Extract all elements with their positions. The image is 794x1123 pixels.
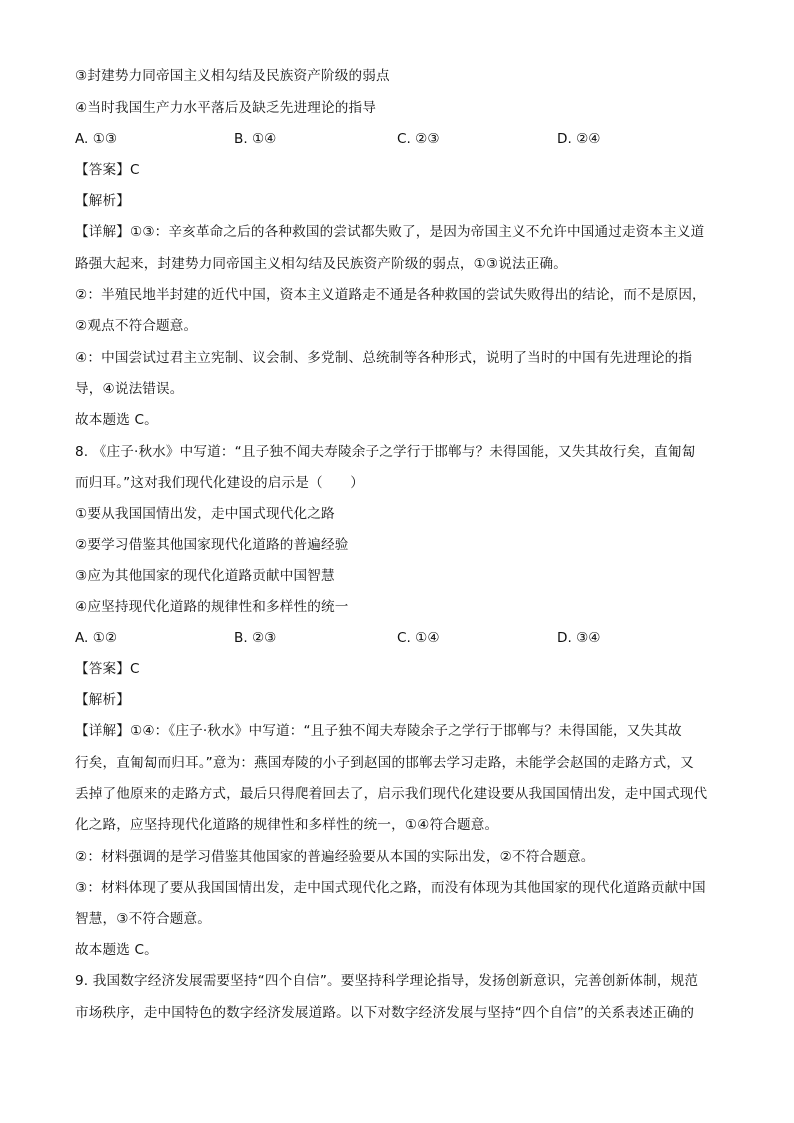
q7-detail-line-6: 导，④说法错误。 [75, 381, 184, 397]
q8-conclusion: 故本题选 C。 [75, 942, 158, 958]
q7-detail-line-5: ④：中国尝试过君主立宪制、议会制、多党制、总统制等各种形式，说明了当时的中国有先进理论的指 [75, 350, 693, 366]
answer-value: C [129, 162, 140, 178]
q8-item-2: ②要学习借鉴其他国家现代化道路的普遍经验 [75, 537, 349, 553]
q8-detail-line-1 [75, 721, 725, 741]
answer-label: 【答案】 [75, 661, 130, 677]
q8-option-d: D. ③④ [557, 630, 601, 646]
q7-detail-line-3: ②：半殖民地半封建的近代中国，资本主义道路走不通是各种救国的尝试失败得出的结论，而不是原因， [75, 287, 706, 303]
q7-analysis-label: 【解析】 [75, 193, 130, 209]
answer-value: C [129, 661, 140, 677]
q8-option-c: C. ①④ [397, 630, 440, 646]
q9-stem-line-1: 9. 我国数字经济发展需要坚持“四个自信”。要坚持科学理论指导，发扬创新意识，完善创新体制，规范 [75, 973, 699, 989]
q9-stem-line-2: 市场秩序，走中国特色的数字经济发展道路。以下对数字经济发展与坚持“四个自信”的关系表述正确的 [75, 1005, 695, 1021]
q7-item-3: ③封建势力同帝国主义相勾结及民族资产阶级的弱点 [75, 68, 390, 84]
q7-conclusion: 故本题选 C。 [75, 412, 158, 428]
detail-label: 【详解】 [75, 723, 130, 739]
q7-answer [75, 160, 725, 180]
q7-option-d: D. ②④ [557, 131, 601, 147]
q8-detail-line-2: 行矣，直匍匐而归耳。”意为：燕国寿陵的小子到赵国的邯郸去学习走路，未能学会赵国的走路方式，又 [75, 755, 694, 771]
q8-detail-line-5: ②：材料强调的是学习借鉴其他国家的普遍经验要从本国的实际出发，②不符合题意。 [75, 849, 595, 865]
q8-detail-line-3: 丢掉了他原来的走路方式，最后只得爬着回去了，启示我们现代化建设要从我国国情出发，走中国式现代 [75, 786, 708, 802]
q7-option-c: C. ②③ [397, 131, 440, 147]
q8-detail-line-4: 化之路，应坚持现代化道路的规律性和多样性的统一，①④符合题意。 [75, 817, 499, 833]
q8-item-3: ③应为其他国家的现代化道路贡献中国智慧 [75, 568, 335, 584]
detail-text: ①④：《庄子·秋水》中写道：“且子独不闻夫寿陵余子之学行于邯郸与？未得国能，又失其故 [129, 723, 682, 739]
q7-option-a: A. ①③ [75, 131, 118, 147]
q8-stem-line-1: 8. 《庄子·秋水》中写道：“且子独不闻夫寿陵余子之学行于邯郸与？未得国能，又失其故行矣，直匍匐 [75, 444, 696, 460]
q8-stem-line-2: 而归耳。”这对我们现代化建设的启示是（ ） [75, 475, 365, 491]
detail-text: ①③：辛亥革命之后的各种救国的尝试都失败了，是因为帝国主义不允许中国通过走资本主义道 [129, 224, 705, 240]
q7-detail-line-2: 路强大起来，封建势力同帝国主义相勾结及民族资产阶级的弱点，①③说法正确。 [75, 256, 567, 272]
q8-option-a: A. ①② [75, 630, 118, 646]
q8-analysis-label: 【解析】 [75, 692, 130, 708]
answer-label: 【答案】 [75, 162, 130, 178]
q7-detail-line-1 [75, 222, 725, 242]
q8-detail-line-6: ③：材料体现了要从我国国情出发，走中国式现代化之路，而没有体现为其他国家的现代化道路贡献中国 [75, 880, 706, 896]
q8-item-4: ④应坚持现代化道路的规律性和多样性的统一 [75, 599, 349, 615]
q8-option-b: B. ②③ [234, 630, 277, 646]
q7-item-4: ④当时我国生产力水平落后及缺乏先进理论的指导 [75, 100, 376, 116]
q7-detail-line-4: ②观点不符合题意。 [75, 318, 198, 334]
detail-label: 【详解】 [75, 224, 130, 240]
q8-detail-line-7: 智慧，③不符合题意。 [75, 911, 212, 927]
q7-option-b: B. ①④ [234, 131, 277, 147]
q8-answer [75, 659, 725, 679]
q8-item-1: ①要从我国国情出发，走中国式现代化之路 [75, 506, 335, 522]
